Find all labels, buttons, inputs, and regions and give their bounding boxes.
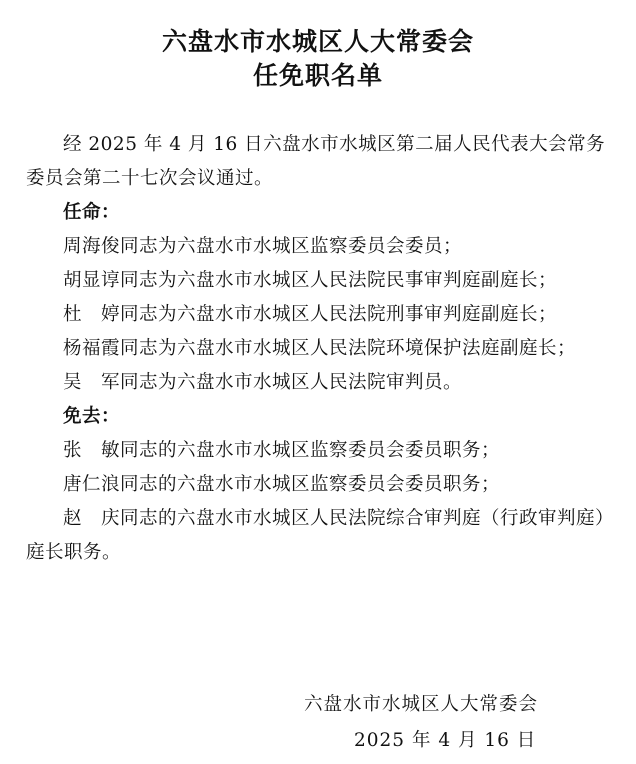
appoint-item: 杜 婷同志为六盘水市水城区人民法院刑事审判庭副庭长； [63,304,558,325]
intro-paragraph: 经 2025 年 4 月 16 日六盘水市水城区第二届人民代表大会常务委员会第二十七次会议通过。 [26,134,606,189]
signature-date: 2025 年 4 月 16 日 [354,730,537,751]
appoint-item: 杨福霞同志为六盘水市水城区人民法院环境保护法庭副庭长； [63,338,577,359]
document-subtitle: 任免职名单 [252,61,383,90]
appoint-heading: 任命： [63,202,121,223]
document-body [26,128,616,570]
remove-heading: 免去： [63,406,121,427]
remove-item: 赵 庆同志的六盘水市水城区人民法院综合审判庭（行政审判庭）庭长职务。 [26,508,615,563]
document-title: 六盘水市水城区人大常委会 [161,27,474,56]
remove-item: 唐仁浪同志的六盘水市水城区监察委员会委员职务； [63,474,501,495]
remove-item: 张 敏同志的六盘水市水城区监察委员会委员职务； [63,440,501,461]
signature-organization: 六盘水市水城区人大常委会 [304,694,539,715]
appoint-item: 周海俊同志为六盘水市水城区监察委员会委员； [63,236,463,257]
appoint-item: 吴 军同志为六盘水市水城区人民法院审判员。 [63,372,463,393]
appoint-item: 胡显谆同志为六盘水市水城区人民法院民事审判庭副庭长； [63,270,558,291]
